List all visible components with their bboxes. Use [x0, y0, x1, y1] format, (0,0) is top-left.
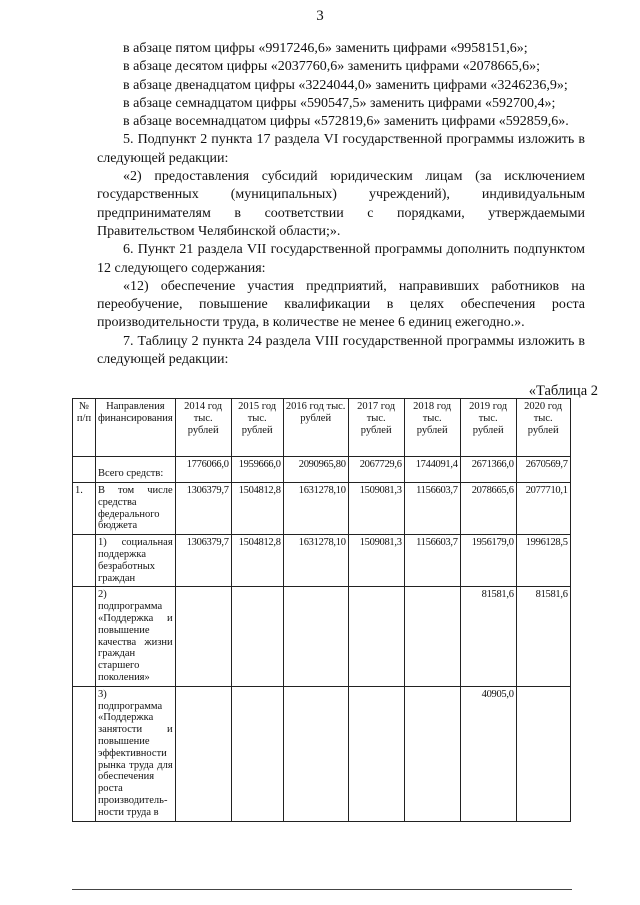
header-num: № п/п: [73, 399, 96, 457]
table-caption: «Таблица 2: [528, 383, 598, 399]
header-direction: Направления финансирования: [96, 399, 176, 457]
paragraph: «12) обеспечение участия предприятий, направивших работников на переобучение, повышение квалификации в целях обеспечения роста производительности труда, в количестве не менее 6 единиц ежегодно.».: [97, 278, 585, 331]
row-direction: Всего средств:: [96, 457, 176, 483]
row-value: 1744091,4: [404, 457, 460, 483]
row-value: 1996128,5: [516, 535, 570, 587]
paragraph: в абзаце восемнадцатом цифры «572819,6» заменить цифрами «592859,6».: [123, 114, 569, 130]
paragraph: в абзаце десятом цифры «2037760,6» заменить цифрами «2078665,6»;: [123, 59, 541, 75]
header-year: 2018 год тыс. рублей: [404, 399, 460, 457]
row-value: 1306379,7: [175, 535, 231, 587]
row-value: 1504812,8: [231, 535, 283, 587]
header-year: 2017 год тыс. рублей: [348, 399, 404, 457]
funding-table: [72, 398, 571, 822]
row-value: [404, 587, 460, 686]
row-num: 1.: [73, 483, 96, 535]
row-value: 1504812,8: [231, 483, 283, 535]
paragraph: в абзаце двенадцатом цифры «3224044,0» заменить цифрами «3246236,9»;: [123, 77, 568, 93]
paragraph: «2) предоставления субсидий юридическим лицам (за исключением государственных (муниципальных) учреждений), индивидуальным предпринимателям в соответствии с порядками, утверждаемыми Правительством Челябинской области;».: [97, 169, 585, 239]
row-value: 40905,0: [460, 686, 516, 821]
row-value: [348, 686, 404, 821]
paragraph: 5. Подпункт 2 пункта 17 раздела VI государственной программы изложить в следующей редакции:: [97, 132, 585, 166]
row-value: [231, 587, 283, 686]
row-value: 1956179,0: [460, 535, 516, 587]
row-direction: 2) подпрограмма «Поддержка и повышение качества жизни граждан старшего поколения»: [96, 587, 176, 686]
row-value: 1631278,10: [283, 535, 348, 587]
header-year: 2014 год тыс. рублей: [175, 399, 231, 457]
row-value: 1156603,7: [404, 535, 460, 587]
header-year: 2020 год тыс. рублей: [516, 399, 570, 457]
row-value: 1631278,10: [283, 483, 348, 535]
header-year: 2019 год тыс. рублей: [460, 399, 516, 457]
paragraph: 6. Пункт 21 раздела VII государственной программы дополнить подпунктом 12 следующего содержания:: [97, 242, 585, 276]
row-value: 2077710,1: [516, 483, 570, 535]
row-value: 1306379,7: [175, 483, 231, 535]
row-value: 1959666,0: [231, 457, 283, 483]
row-value: 2671366,0: [460, 457, 516, 483]
row-value: [283, 686, 348, 821]
header-year: 2016 год тыс. рублей: [283, 399, 348, 457]
row-value: [175, 686, 231, 821]
row-value: 2670569,7: [516, 457, 570, 483]
paragraph: 7. Таблицу 2 пункта 24 раздела VIII государственной программы изложить в следующей редакции:: [97, 333, 585, 368]
row-num: [73, 587, 96, 686]
row-value: 1776066,0: [175, 457, 231, 483]
row-value: 1509081,3: [348, 483, 404, 535]
row-value: [348, 587, 404, 686]
row-value: 1509081,3: [348, 535, 404, 587]
row-value: [404, 686, 460, 821]
row-value: 81581,6: [516, 587, 570, 686]
row-num: [73, 686, 96, 821]
row-direction: 1) социальная поддержка безработных граждан: [96, 535, 176, 587]
page-bottom-rule: [72, 889, 572, 890]
header-year: 2015 год тыс. рублей: [231, 399, 283, 457]
row-value: [516, 686, 570, 821]
paragraph: в абзаце семнадцатом цифры «590547,5» заменить цифрами «592700,4»;: [123, 95, 556, 111]
row-value: [283, 587, 348, 686]
row-num: [73, 535, 96, 587]
page-number: 3: [316, 8, 324, 24]
table-row: [73, 587, 571, 686]
row-num: [73, 457, 96, 483]
row-value: [175, 587, 231, 686]
document-text: [97, 40, 585, 369]
row-value: 2090965,80: [283, 457, 348, 483]
row-direction: 3) подпрограмма «Поддержка занятости и повышение эффективности рынка труда для обеспечения роста производитель-ности труда в: [96, 686, 176, 821]
table-row: [73, 686, 571, 821]
table-header-row: [73, 399, 571, 457]
row-value: 81581,6: [460, 587, 516, 686]
row-value: 2067729,6: [348, 457, 404, 483]
table-row: [73, 457, 571, 483]
table-row: [73, 535, 571, 587]
row-value: 1156603,7: [404, 483, 460, 535]
table-row: [73, 483, 571, 535]
row-direction: В том числе средства федерального бюджета: [96, 483, 176, 535]
paragraph: в абзаце пятом цифры «9917246,6» заменить цифрами «9958151,6»;: [123, 41, 528, 56]
row-value: 2078665,6: [460, 483, 516, 535]
row-value: [231, 686, 283, 821]
